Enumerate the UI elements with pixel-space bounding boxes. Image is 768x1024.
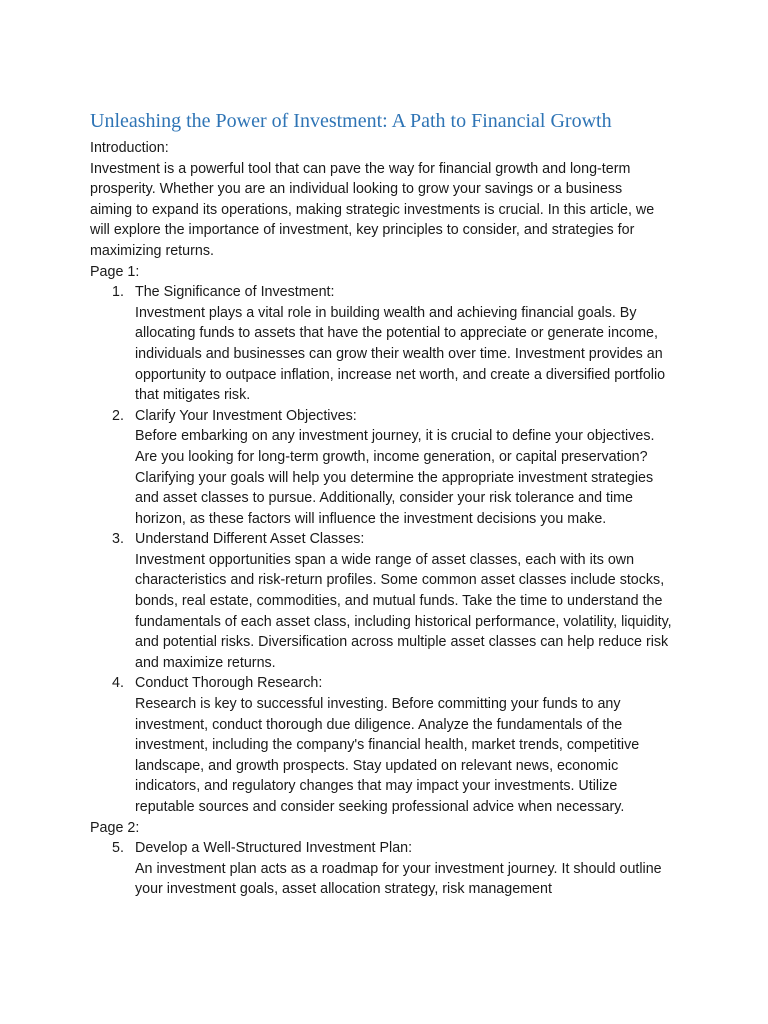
- section-item: [90, 673, 690, 817]
- section-list-page-1: [90, 282, 690, 817]
- page-1-label: Page 1:: [90, 263, 140, 280]
- section-number: 5.: [112, 840, 124, 857]
- page-2-label: Page 2:: [90, 819, 140, 836]
- section-heading: Develop a Well-Structured Investment Plan:: [135, 840, 413, 857]
- section-body: An investment plan acts as a roadmap for your investment journey. It should outline your investment goals, asset allocation strategy, risk management: [135, 860, 662, 898]
- section-item: [90, 406, 690, 530]
- document-page: [90, 108, 690, 900]
- section-heading: Conduct Thorough Research:: [135, 675, 323, 692]
- section-heading: The Significance of Investment:: [135, 284, 335, 301]
- section-list-page-2: [90, 838, 690, 900]
- section-item: [90, 529, 690, 673]
- document-title: Unleashing the Power of Investment: A Path to Financial Growth: [90, 110, 612, 132]
- intro-heading: Introduction:: [90, 140, 169, 156]
- section-body: Investment plays a vital role in building wealth and achieving financial goals. By allocating funds to assets that have the potential to appreciate or generate income, individuals and businesses can grow their wealth over time. Investment provides an opportunity to outpace inflation, increase net worth, and create a diversified portfolio that mitigates risk.: [135, 304, 666, 404]
- section-item: [90, 282, 690, 406]
- section-number: 4.: [112, 675, 124, 692]
- section-item: [90, 838, 690, 900]
- section-number: 2.: [112, 407, 124, 424]
- section-number: 3.: [112, 531, 124, 548]
- intro-paragraph: Investment is a powerful tool that can pave the way for financial growth and long-term prosperity. Whether you are an individual looking to grow your savings or a business aiming to expand its operations, making strategic investments is crucial. In this article, we will explore the importance of investment, key principles to consider, and strategies for maximizing returns.: [90, 160, 655, 259]
- section-body: Investment opportunities span a wide range of asset classes, each with its own characteristics and risk-return profiles. Some common asset classes include stocks, bonds, real estate, commodities, and mutual funds. Take the time to understand the fundamentals of each asset class, including historical performance, volatility, liquidity, and potential risks. Diversification across multiple asset classes can help reduce risk and maximize returns.: [135, 551, 672, 671]
- section-body: Before embarking on any investment journey, it is crucial to define your objectives. Are you looking for long-term growth, income generation, or capital preservation? Clarifying your goals will help you determine the appropriate investment strategies and asset classes to pursue. Additionally, consider your risk tolerance and time horizon, as these factors will influence the investment decisions you make.: [135, 428, 655, 527]
- section-number: 1.: [112, 284, 124, 301]
- section-heading: Understand Different Asset Classes:: [135, 531, 365, 548]
- section-body: Research is key to successful investing. Before committing your funds to any investment, conduct thorough due diligence. Analyze the fundamentals of the investment, including the company's financial health, market trends, competitive landscape, and growth prospects. Stay updated on relevant news, economic indicators, and regulatory changes that may impact your investments. Utilize reputable sources and consider seeking professional advice when necessary.: [135, 696, 640, 815]
- section-heading: Clarify Your Investment Objectives:: [135, 407, 357, 424]
